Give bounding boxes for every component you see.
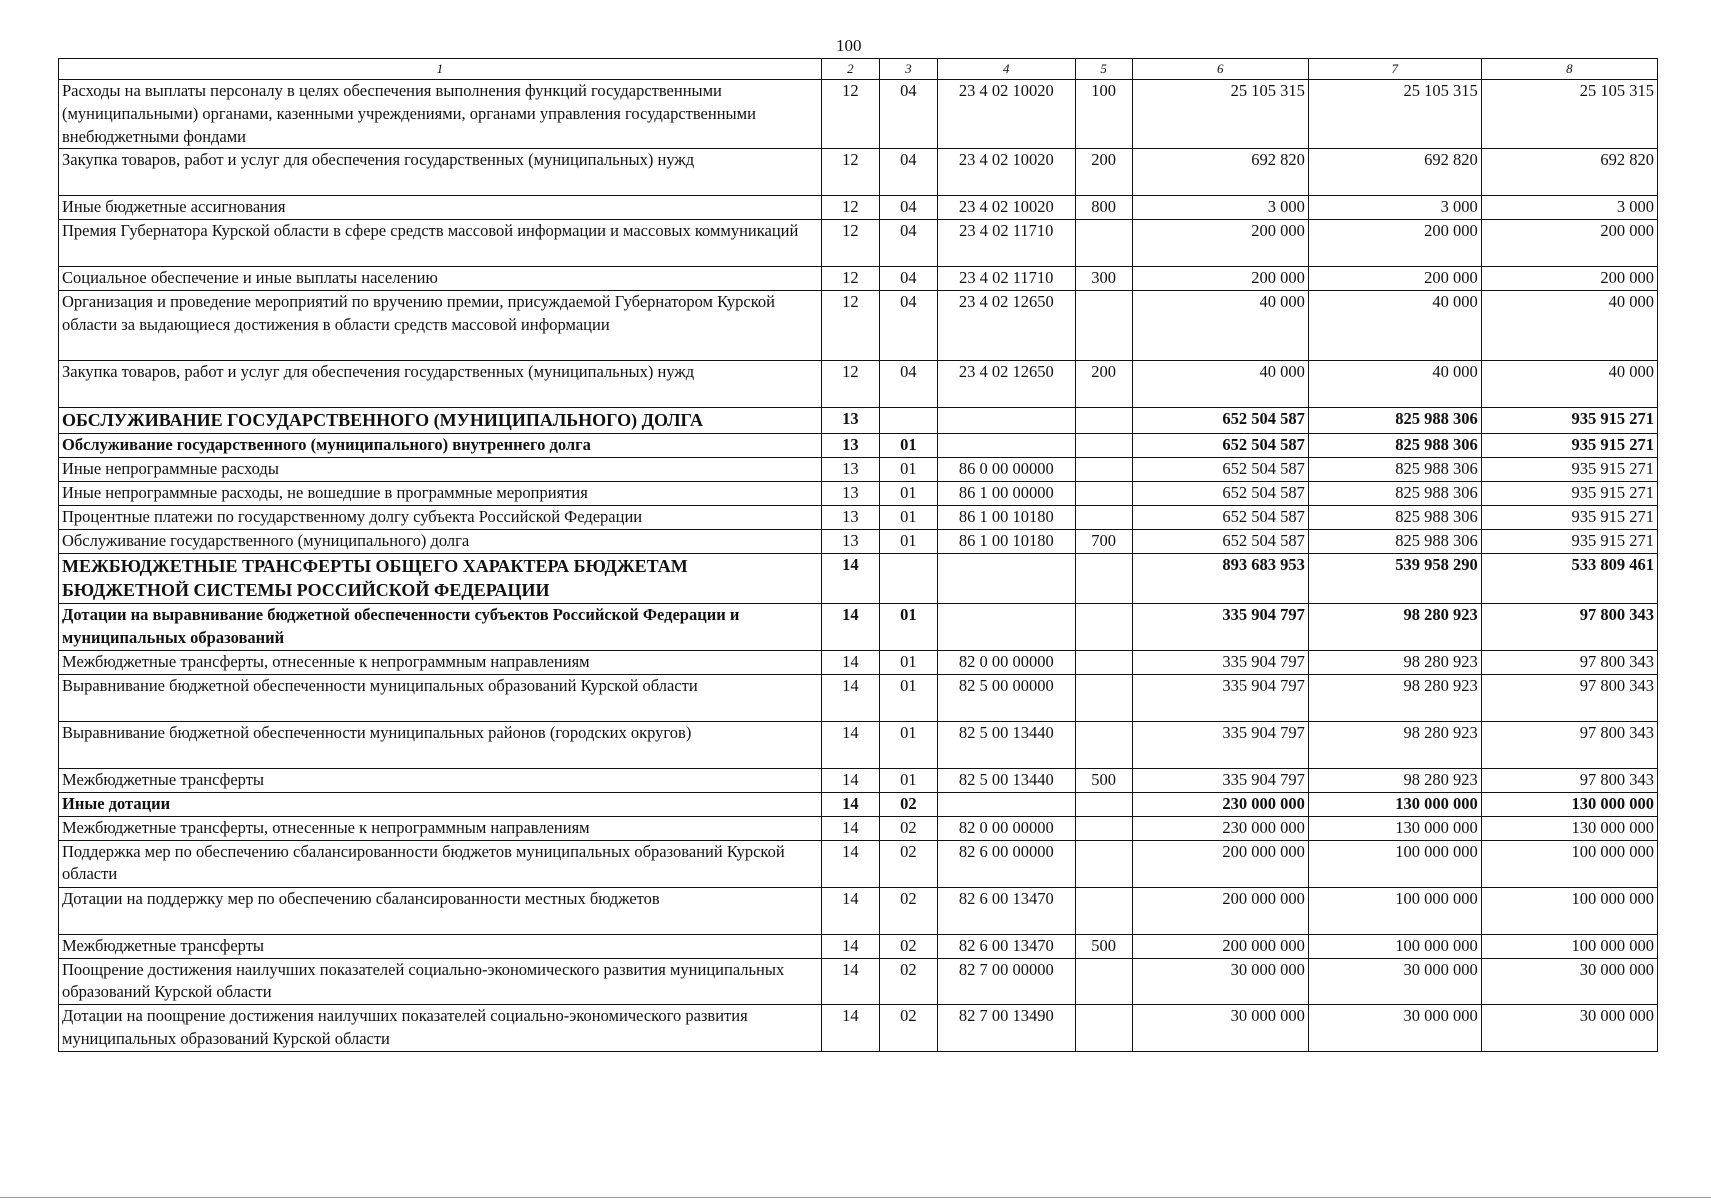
row-subsection: 01 <box>879 457 937 481</box>
table-row <box>59 433 1658 457</box>
row-name: Иные дотации <box>59 792 822 816</box>
row-name: Межбюджетные трансферты <box>59 934 822 958</box>
row-target-code: 23 4 02 11710 <box>937 267 1075 291</box>
row-target-code: 82 0 00 00000 <box>937 816 1075 840</box>
row-amount-1: 200 000 000 <box>1132 840 1308 887</box>
row-subsection: 01 <box>879 674 937 721</box>
row-amount-3: 130 000 000 <box>1481 816 1657 840</box>
table-row <box>59 505 1658 529</box>
row-target-code: 86 0 00 00000 <box>937 457 1075 481</box>
row-subsection: 04 <box>879 220 937 267</box>
row-subsection: 01 <box>879 650 937 674</box>
row-amount-2: 539 958 290 <box>1308 553 1481 604</box>
row-subsection: 04 <box>879 196 937 220</box>
row-amount-2: 98 280 923 <box>1308 650 1481 674</box>
row-section: 13 <box>821 433 879 457</box>
row-name: Выравнивание бюджетной обеспеченности муниципальных районов (городских округов) <box>59 721 822 768</box>
row-amount-1: 652 504 587 <box>1132 457 1308 481</box>
row-amount-2: 40 000 <box>1308 291 1481 361</box>
table-row <box>59 816 1658 840</box>
row-name: Дотации на выравнивание бюджетной обеспеченности субъектов Российской Федерации и муниципальных образований <box>59 604 822 651</box>
row-amount-2: 200 000 <box>1308 267 1481 291</box>
row-amount-1: 692 820 <box>1132 149 1308 196</box>
row-section: 14 <box>821 958 879 1005</box>
row-target-code: 23 4 02 10020 <box>937 149 1075 196</box>
column-header: 1 <box>59 59 822 80</box>
row-amount-1: 652 504 587 <box>1132 481 1308 505</box>
row-section: 14 <box>821 650 879 674</box>
row-amount-2: 825 988 306 <box>1308 505 1481 529</box>
row-name: Межбюджетные трансферты <box>59 768 822 792</box>
row-subsection <box>879 553 937 604</box>
row-section: 14 <box>821 792 879 816</box>
table-row <box>59 840 1658 887</box>
row-target-code: 82 6 00 00000 <box>937 840 1075 887</box>
row-target-code: 82 0 00 00000 <box>937 650 1075 674</box>
row-amount-1: 652 504 587 <box>1132 529 1308 553</box>
row-name: Поддержка мер по обеспечению сбалансированности бюджетов муниципальных образований Курской области <box>59 840 822 887</box>
row-target-code: 82 6 00 13470 <box>937 887 1075 934</box>
row-name: Премия Губернатора Курской области в сфере средств массовой информации и массовых коммуникаций <box>59 220 822 267</box>
row-target-code: 86 1 00 00000 <box>937 481 1075 505</box>
row-amount-3: 30 000 000 <box>1481 958 1657 1005</box>
row-amount-3: 97 800 343 <box>1481 650 1657 674</box>
row-name: Обслуживание государственного (муниципального) внутреннего долга <box>59 433 822 457</box>
row-target-code: 23 4 02 12650 <box>937 361 1075 408</box>
table-body <box>59 80 1658 1052</box>
column-header: 2 <box>821 59 879 80</box>
row-amount-3: 200 000 <box>1481 267 1657 291</box>
row-target-code: 86 1 00 10180 <box>937 529 1075 553</box>
row-amount-3: 935 915 271 <box>1481 481 1657 505</box>
row-subsection: 01 <box>879 529 937 553</box>
row-amount-2: 25 105 315 <box>1308 80 1481 149</box>
row-amount-3: 130 000 000 <box>1481 792 1657 816</box>
row-amount-3: 935 915 271 <box>1481 433 1657 457</box>
row-expense-type <box>1075 792 1132 816</box>
column-header: 5 <box>1075 59 1132 80</box>
row-amount-3: 40 000 <box>1481 361 1657 408</box>
table-row <box>59 149 1658 196</box>
row-target-code: 86 1 00 10180 <box>937 505 1075 529</box>
row-subsection: 01 <box>879 768 937 792</box>
row-subsection: 01 <box>879 505 937 529</box>
table-row <box>59 220 1658 267</box>
table-row <box>59 361 1658 408</box>
column-header: 3 <box>879 59 937 80</box>
row-name: Иные непрограммные расходы <box>59 457 822 481</box>
row-name: Межбюджетные трансферты, отнесенные к непрограммным направлениям <box>59 650 822 674</box>
row-amount-2: 100 000 000 <box>1308 840 1481 887</box>
row-expense-type <box>1075 1005 1132 1052</box>
row-section: 14 <box>821 674 879 721</box>
row-amount-2: 825 988 306 <box>1308 481 1481 505</box>
row-name: Межбюджетные трансферты, отнесенные к непрограммным направлениям <box>59 816 822 840</box>
row-amount-3: 40 000 <box>1481 291 1657 361</box>
row-section: 13 <box>821 457 879 481</box>
row-name: Дотации на поощрение достижения наилучших показателей социально-экономического развития муниципальных образований Курской области <box>59 1005 822 1052</box>
row-subsection: 04 <box>879 361 937 408</box>
column-header: 7 <box>1308 59 1481 80</box>
row-expense-type: 500 <box>1075 934 1132 958</box>
row-section: 12 <box>821 361 879 408</box>
row-amount-1: 40 000 <box>1132 361 1308 408</box>
row-amount-1: 652 504 587 <box>1132 408 1308 434</box>
row-amount-1: 30 000 000 <box>1132 958 1308 1005</box>
row-name: Социальное обеспечение и иные выплаты населению <box>59 267 822 291</box>
row-section: 12 <box>821 196 879 220</box>
row-name: Поощрение достижения наилучших показателей социально-экономического развития муниципальных образований Курской области <box>59 958 822 1005</box>
row-amount-3: 200 000 <box>1481 220 1657 267</box>
row-amount-2: 200 000 <box>1308 220 1481 267</box>
row-amount-1: 3 000 <box>1132 196 1308 220</box>
row-section: 14 <box>821 887 879 934</box>
row-section: 14 <box>821 721 879 768</box>
row-section: 14 <box>821 553 879 604</box>
row-amount-1: 335 904 797 <box>1132 650 1308 674</box>
row-subsection: 01 <box>879 721 937 768</box>
row-subsection: 02 <box>879 792 937 816</box>
row-expense-type: 300 <box>1075 267 1132 291</box>
row-section: 13 <box>821 481 879 505</box>
row-expense-type <box>1075 408 1132 434</box>
row-subsection: 04 <box>879 267 937 291</box>
row-name: ОБСЛУЖИВАНИЕ ГОСУДАРСТВЕННОГО (МУНИЦИПАЛЬНОГО) ДОЛГА <box>59 408 822 434</box>
row-name: Закупка товаров, работ и услуг для обеспечения государственных (муниципальных) нужд <box>59 149 822 196</box>
row-amount-2: 98 280 923 <box>1308 721 1481 768</box>
row-expense-type <box>1075 816 1132 840</box>
row-expense-type <box>1075 553 1132 604</box>
row-expense-type <box>1075 887 1132 934</box>
row-target-code <box>937 604 1075 651</box>
row-target-code: 82 5 00 13440 <box>937 721 1075 768</box>
row-amount-2: 130 000 000 <box>1308 792 1481 816</box>
row-subsection: 04 <box>879 149 937 196</box>
row-amount-3: 97 800 343 <box>1481 674 1657 721</box>
row-name: МЕЖБЮДЖЕТНЫЕ ТРАНСФЕРТЫ ОБЩЕГО ХАРАКТЕРА БЮДЖЕТАМ БЮДЖЕТНОЙ СИСТЕМЫ РОССИЙСКОЙ ФЕДЕРАЦИИ <box>59 553 822 604</box>
row-expense-type <box>1075 481 1132 505</box>
row-amount-1: 335 904 797 <box>1132 768 1308 792</box>
row-amount-2: 30 000 000 <box>1308 958 1481 1005</box>
column-header: 6 <box>1132 59 1308 80</box>
row-subsection: 01 <box>879 481 937 505</box>
table-row <box>59 267 1658 291</box>
table-row <box>59 291 1658 361</box>
row-target-code: 82 5 00 00000 <box>937 674 1075 721</box>
table-row <box>59 529 1658 553</box>
table-row <box>59 958 1658 1005</box>
table-row <box>59 792 1658 816</box>
row-expense-type <box>1075 958 1132 1005</box>
row-amount-3: 30 000 000 <box>1481 1005 1657 1052</box>
row-section: 14 <box>821 840 879 887</box>
row-subsection: 02 <box>879 934 937 958</box>
row-subsection: 04 <box>879 291 937 361</box>
row-name: Выравнивание бюджетной обеспеченности муниципальных образований Курской области <box>59 674 822 721</box>
row-section: 14 <box>821 934 879 958</box>
row-section: 12 <box>821 267 879 291</box>
row-amount-2: 825 988 306 <box>1308 529 1481 553</box>
row-subsection <box>879 408 937 434</box>
row-amount-2: 98 280 923 <box>1308 768 1481 792</box>
row-target-code <box>937 553 1075 604</box>
row-target-code: 23 4 02 11710 <box>937 220 1075 267</box>
table-row <box>59 934 1658 958</box>
row-amount-1: 335 904 797 <box>1132 674 1308 721</box>
row-amount-2: 825 988 306 <box>1308 433 1481 457</box>
row-amount-2: 100 000 000 <box>1308 934 1481 958</box>
row-amount-1: 652 504 587 <box>1132 505 1308 529</box>
row-target-code: 82 5 00 13440 <box>937 768 1075 792</box>
row-amount-1: 25 105 315 <box>1132 80 1308 149</box>
row-amount-2: 98 280 923 <box>1308 674 1481 721</box>
row-subsection: 01 <box>879 433 937 457</box>
table-row <box>59 887 1658 934</box>
row-amount-2: 825 988 306 <box>1308 457 1481 481</box>
row-name: Процентные платежи по государственному долгу субъекта Российской Федерации <box>59 505 822 529</box>
row-amount-3: 692 820 <box>1481 149 1657 196</box>
row-amount-2: 40 000 <box>1308 361 1481 408</box>
row-section: 14 <box>821 768 879 792</box>
row-subsection: 02 <box>879 958 937 1005</box>
row-section: 13 <box>821 505 879 529</box>
row-amount-1: 200 000 <box>1132 220 1308 267</box>
table-row <box>59 1005 1658 1052</box>
row-amount-3: 3 000 <box>1481 196 1657 220</box>
column-number-row <box>59 59 1658 80</box>
row-subsection: 02 <box>879 887 937 934</box>
column-header: 8 <box>1481 59 1657 80</box>
row-amount-2: 692 820 <box>1308 149 1481 196</box>
row-amount-3: 100 000 000 <box>1481 934 1657 958</box>
row-amount-1: 335 904 797 <box>1132 721 1308 768</box>
row-target-code: 82 7 00 13490 <box>937 1005 1075 1052</box>
row-amount-1: 652 504 587 <box>1132 433 1308 457</box>
row-section: 14 <box>821 604 879 651</box>
row-amount-3: 100 000 000 <box>1481 840 1657 887</box>
row-amount-3: 25 105 315 <box>1481 80 1657 149</box>
row-section: 12 <box>821 149 879 196</box>
row-amount-3: 100 000 000 <box>1481 887 1657 934</box>
row-expense-type <box>1075 457 1132 481</box>
table-row <box>59 674 1658 721</box>
table-row <box>59 650 1658 674</box>
row-amount-1: 200 000 000 <box>1132 934 1308 958</box>
row-section: 13 <box>821 408 879 434</box>
page-number: 100 <box>836 36 862 55</box>
table-row <box>59 721 1658 768</box>
row-amount-3: 97 800 343 <box>1481 604 1657 651</box>
table-row <box>59 457 1658 481</box>
row-expense-type: 800 <box>1075 196 1132 220</box>
row-section: 14 <box>821 816 879 840</box>
row-amount-3: 97 800 343 <box>1481 721 1657 768</box>
row-amount-1: 40 000 <box>1132 291 1308 361</box>
row-amount-1: 230 000 000 <box>1132 816 1308 840</box>
row-expense-type <box>1075 721 1132 768</box>
row-amount-1: 30 000 000 <box>1132 1005 1308 1052</box>
row-amount-2: 30 000 000 <box>1308 1005 1481 1052</box>
row-expense-type: 500 <box>1075 768 1132 792</box>
row-amount-2: 98 280 923 <box>1308 604 1481 651</box>
row-amount-2: 825 988 306 <box>1308 408 1481 434</box>
row-name: Иные бюджетные ассигнования <box>59 196 822 220</box>
row-expense-type <box>1075 220 1132 267</box>
scan-edge-line <box>0 1197 1711 1198</box>
row-section: 12 <box>821 80 879 149</box>
row-section: 13 <box>821 529 879 553</box>
table-row <box>59 768 1658 792</box>
row-expense-type <box>1075 505 1132 529</box>
row-subsection: 04 <box>879 80 937 149</box>
row-amount-3: 935 915 271 <box>1481 408 1657 434</box>
table-row <box>59 604 1658 651</box>
row-amount-1: 200 000 <box>1132 267 1308 291</box>
row-target-code: 82 6 00 13470 <box>937 934 1075 958</box>
row-amount-3: 935 915 271 <box>1481 457 1657 481</box>
table-row <box>59 481 1658 505</box>
row-subsection: 01 <box>879 604 937 651</box>
row-expense-type: 100 <box>1075 80 1132 149</box>
row-target-code: 23 4 02 10020 <box>937 196 1075 220</box>
row-subsection: 02 <box>879 816 937 840</box>
row-name: Иные непрограммные расходы, не вошедшие в программные мероприятия <box>59 481 822 505</box>
row-target-code <box>937 408 1075 434</box>
row-name: Закупка товаров, работ и услуг для обеспечения государственных (муниципальных) нужд <box>59 361 822 408</box>
row-section: 14 <box>821 1005 879 1052</box>
budget-table <box>58 58 1658 1052</box>
row-amount-2: 130 000 000 <box>1308 816 1481 840</box>
row-expense-type <box>1075 650 1132 674</box>
row-amount-1: 335 904 797 <box>1132 604 1308 651</box>
row-expense-type <box>1075 291 1132 361</box>
row-name: Расходы на выплаты персоналу в целях обеспечения выполнения функций государственными (муниципальными) органами, казенными учреждениями, органами управления государственными внебюджетными фондами <box>59 80 822 149</box>
table-row <box>59 408 1658 434</box>
row-name: Обслуживание государственного (муниципального) долга <box>59 529 822 553</box>
row-amount-3: 97 800 343 <box>1481 768 1657 792</box>
row-expense-type: 700 <box>1075 529 1132 553</box>
row-expense-type: 200 <box>1075 361 1132 408</box>
row-target-code: 23 4 02 10020 <box>937 80 1075 149</box>
column-header: 4 <box>937 59 1075 80</box>
table-row <box>59 553 1658 604</box>
row-amount-1: 230 000 000 <box>1132 792 1308 816</box>
row-amount-3: 935 915 271 <box>1481 505 1657 529</box>
row-expense-type <box>1075 840 1132 887</box>
row-target-code: 23 4 02 12650 <box>937 291 1075 361</box>
row-target-code <box>937 433 1075 457</box>
row-name: Дотации на поддержку мер по обеспечению сбалансированности местных бюджетов <box>59 887 822 934</box>
row-section: 12 <box>821 291 879 361</box>
row-section: 12 <box>821 220 879 267</box>
row-target-code <box>937 792 1075 816</box>
row-amount-3: 533 809 461 <box>1481 553 1657 604</box>
table-row <box>59 196 1658 220</box>
row-amount-2: 100 000 000 <box>1308 887 1481 934</box>
row-name: Организация и проведение мероприятий по вручению премии, присуждаемой Губернатором Курской области за выдающиеся достижения в области средств массовой информации <box>59 291 822 361</box>
row-target-code: 82 7 00 00000 <box>937 958 1075 1005</box>
row-expense-type <box>1075 433 1132 457</box>
row-expense-type <box>1075 604 1132 651</box>
row-subsection: 02 <box>879 840 937 887</box>
row-amount-1: 893 683 953 <box>1132 553 1308 604</box>
table-row <box>59 80 1658 149</box>
row-expense-type <box>1075 674 1132 721</box>
row-amount-3: 935 915 271 <box>1481 529 1657 553</box>
row-expense-type: 200 <box>1075 149 1132 196</box>
row-amount-2: 3 000 <box>1308 196 1481 220</box>
row-amount-1: 200 000 000 <box>1132 887 1308 934</box>
row-subsection: 02 <box>879 1005 937 1052</box>
